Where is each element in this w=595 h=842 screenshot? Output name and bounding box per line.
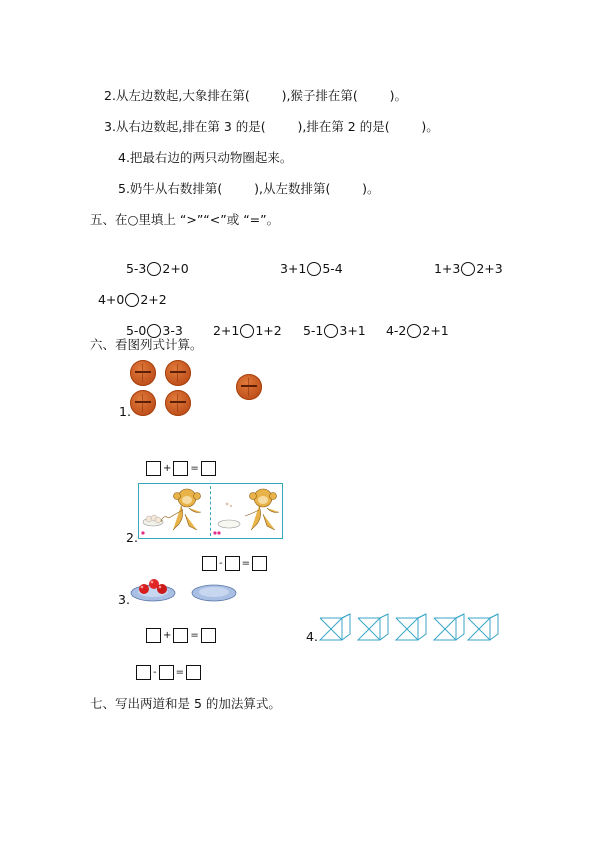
question-4: 4.把最右边的两只动物圈起来。 <box>118 150 293 165</box>
apple-plates-image <box>130 576 240 604</box>
answer-box[interactable] <box>252 556 267 571</box>
compare-circle[interactable] <box>324 324 338 338</box>
equals-sign: = <box>190 630 199 641</box>
compare-circle[interactable] <box>307 262 321 276</box>
equation-row <box>146 628 216 643</box>
compare-item: 5-1 3+1 <box>302 323 366 338</box>
compare-circle[interactable] <box>125 293 139 307</box>
answer-box[interactable] <box>202 556 217 571</box>
section-6-title: 六、看图列式计算。 <box>90 337 203 352</box>
item-number-2: 2. <box>126 530 138 545</box>
question-2: 2.从左边数起,大象排在第( ),猴子排在第( )。 <box>104 88 407 103</box>
basketball-image <box>165 360 191 386</box>
compare-item: 1+3 2+3 <box>433 261 503 276</box>
item-number-3: 3. <box>118 592 130 607</box>
basketball-image <box>165 390 191 416</box>
compare-circle[interactable] <box>240 324 254 338</box>
equation-row <box>202 556 267 571</box>
compare-item: 2+1 1+2 <box>212 323 282 338</box>
answer-box[interactable] <box>146 628 161 643</box>
equation-row <box>146 461 216 476</box>
compare-circle[interactable] <box>407 324 421 338</box>
compare-item: 3+1 5-4 <box>279 261 343 276</box>
basketball-image <box>130 390 156 416</box>
question-3: 3.从右边数起,排在第 3 的是( ),排在第 2 的是( )。 <box>104 119 439 134</box>
question-5: 5.奶牛从右数排第( ),从左数排第( )。 <box>118 181 380 196</box>
equals-sign: = <box>241 558 250 569</box>
answer-box[interactable] <box>136 665 151 680</box>
section-5-title: 五、在○里填上 “>”“<”或 “=”。 <box>90 212 280 227</box>
compare-item: 5-3 2+0 <box>125 261 189 276</box>
answer-box[interactable] <box>159 665 174 680</box>
compare-item: 4-2 2+1 <box>385 323 449 338</box>
item-number-4: 4. <box>306 629 318 644</box>
minus-sign: - <box>219 558 223 569</box>
crossed-squares-image <box>318 612 503 642</box>
answer-box[interactable] <box>186 665 201 680</box>
equation-row <box>136 665 201 680</box>
plus-sign: + <box>163 463 172 474</box>
answer-box[interactable] <box>173 628 188 643</box>
minus-sign: - <box>153 667 157 678</box>
answer-box[interactable] <box>201 461 216 476</box>
equals-sign: = <box>190 463 199 474</box>
compare-circle[interactable] <box>147 262 161 276</box>
section-7-title: 七、写出两道和是 5 的加法算式。 <box>90 696 281 711</box>
answer-box[interactable] <box>225 556 240 571</box>
compare-item: 5-0 3-3 <box>125 323 183 338</box>
monkey-illustration <box>139 484 282 538</box>
equals-sign: = <box>175 667 184 678</box>
basketball-image <box>130 360 156 386</box>
compare-item: 4+0 2+2 <box>97 292 167 307</box>
basketball-image <box>236 374 262 400</box>
plus-sign: + <box>163 630 172 641</box>
compare-circle[interactable] <box>147 324 161 338</box>
answer-box[interactable] <box>201 628 216 643</box>
compare-circle[interactable] <box>461 262 475 276</box>
answer-box[interactable] <box>146 461 161 476</box>
answer-box[interactable] <box>173 461 188 476</box>
item-number-1: 1. <box>119 404 131 419</box>
